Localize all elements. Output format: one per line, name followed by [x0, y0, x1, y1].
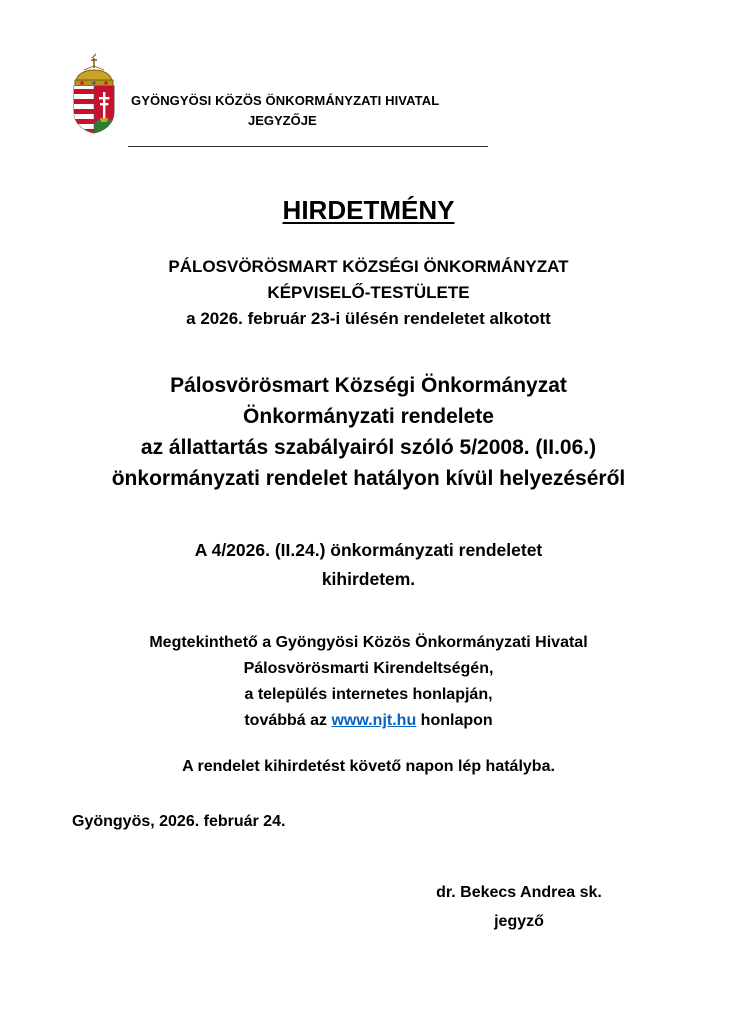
decree-line: az állattartás szabályairól szóló 5/2008. (II.06.)	[140, 436, 597, 459]
announcement-line: kihirdetem.	[321, 569, 416, 589]
availability-line: Pálosvörösmarti Kirendeltségén,	[243, 660, 494, 677]
decree-line: Önkormányzati rendelete	[243, 405, 494, 428]
declaration-line: KÉPVISELŐ-TESTÜLETE	[267, 283, 470, 302]
office-role: JEGYZŐJE	[248, 113, 317, 128]
entry-into-force: A rendelet kihirdetést követő napon lép hatályba.	[182, 758, 555, 775]
declaration-line: a 2026. február 23-i ülésén rendeletet alkotott	[186, 309, 551, 328]
council-declaration	[0, 254, 737, 332]
shield-icon	[74, 86, 114, 134]
decree-line: Pálosvörösmart Községi Önkormányzat	[170, 374, 567, 397]
signatory-name: dr. Bekecs Andrea sk.	[436, 884, 602, 901]
page-title: HIRDETMÉNY	[282, 195, 455, 225]
njt-link[interactable]: www.njt.hu	[331, 712, 417, 729]
office-name: GYÖNGYÖSI KÖZÖS ÖNKORMÁNYZATI HIVATAL	[131, 93, 440, 108]
availability-prefix: továbbá az	[244, 712, 328, 729]
availability-line: Megtekinthető a Gyöngyösi Közös Önkormányzati Hivatal	[149, 634, 588, 651]
holy-crown-icon	[75, 54, 113, 86]
declaration-line: PÁLOSVÖRÖSMART KÖZSÉGI ÖNKORMÁNYZAT	[168, 257, 569, 276]
promulgation-statement	[0, 536, 737, 594]
decree-line: önkormányzati rendelet hatályon kívül helyezéséről	[111, 467, 626, 490]
header-divider	[128, 146, 488, 147]
availability-suffix: honlapon	[420, 712, 493, 729]
availability-line	[0, 708, 737, 734]
place-and-date: Gyöngyös, 2026. február 24.	[72, 813, 286, 830]
announcement-line: A 4/2026. (II.24.) önkormányzati rendeletet	[194, 540, 543, 560]
availability-notice	[0, 630, 737, 734]
decree-title	[0, 370, 737, 494]
signatory-title: jegyző	[494, 913, 544, 930]
availability-line: a település internetes honlapján,	[244, 686, 493, 703]
hungarian-coat-of-arms-icon	[70, 52, 118, 134]
